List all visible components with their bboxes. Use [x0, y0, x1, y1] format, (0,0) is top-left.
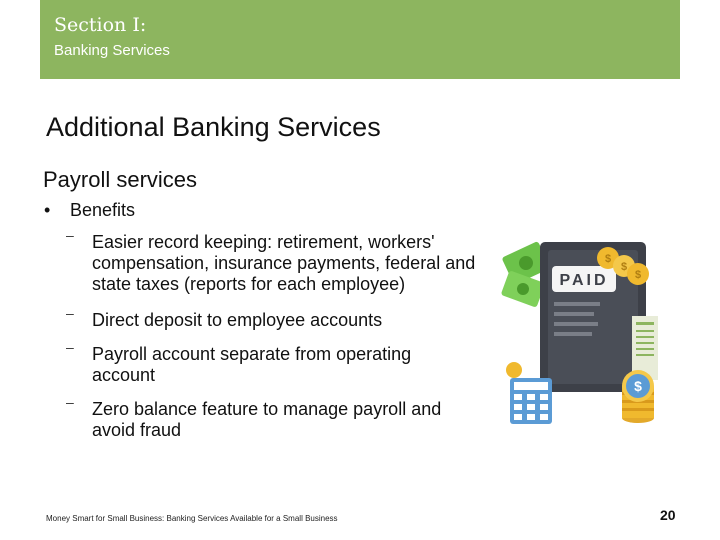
dash-marker: – [66, 227, 74, 243]
sub-item-zero-balance [66, 394, 476, 441]
dash-marker: – [66, 339, 74, 355]
section-label: Section I: [54, 14, 147, 36]
sub-item-direct-deposit [66, 305, 476, 331]
svg-text:$: $ [634, 269, 642, 281]
coin-stack-icon [622, 370, 654, 423]
bullet-item [44, 200, 135, 221]
footer-note: Money Smart for Small Business: Banking Services Available for a Small Business [46, 514, 338, 523]
svg-text:$: $ [620, 261, 628, 273]
paid-invoice-icon [498, 226, 668, 426]
svg-text:$: $ [634, 378, 642, 394]
calculator-icon [510, 378, 552, 424]
bullet-label: Benefits [70, 200, 136, 220]
page-number: 20 [660, 507, 676, 523]
dash-marker: – [66, 394, 74, 410]
sub-item-text: Zero balance feature to manage payroll and avoid fraud [92, 399, 442, 440]
dash-marker: – [66, 305, 74, 321]
bullet-marker: • [44, 200, 51, 220]
paid-stamp-text: PAID [559, 272, 609, 289]
sub-item-text: Payroll account separate from operating account [92, 344, 412, 385]
section-subtitle: Banking Services [54, 42, 170, 59]
sub-item-text: Direct deposit to employee accounts [92, 310, 383, 330]
section-header-band [40, 0, 680, 79]
slide-title: Additional Banking Services [46, 112, 381, 142]
subheading: Payroll services [43, 167, 198, 192]
svg-text:$: $ [604, 253, 612, 265]
sub-item-payroll-account [66, 339, 476, 386]
sub-item-record-keeping [66, 227, 476, 295]
coin-icon [506, 362, 522, 378]
sub-item-text: Easier record keeping: retirement, workers' compensation, insurance payments, federal and state taxes (reports for each employee) [92, 232, 476, 294]
